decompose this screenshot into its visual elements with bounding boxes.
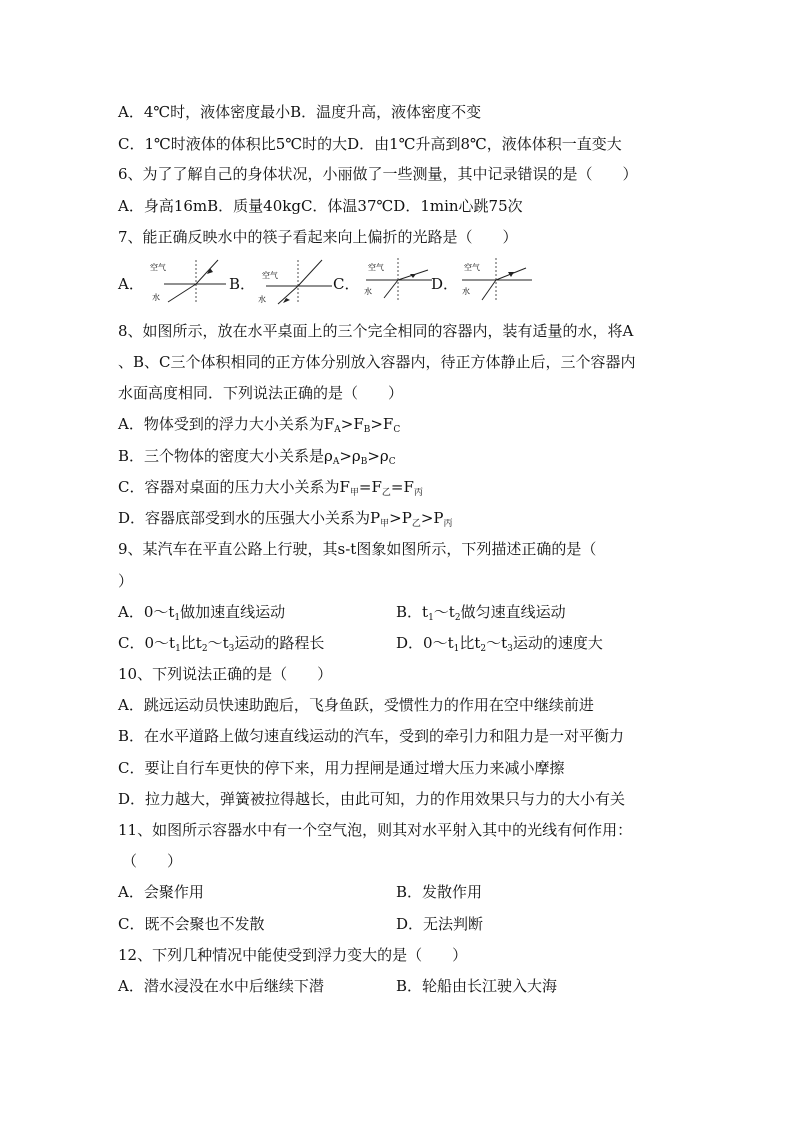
q11-option-a: A．会聚作用 <box>118 883 204 901</box>
q7-option-a-label: A． <box>118 275 144 293</box>
q12-option-b: B．轮船由长江驶入大海 <box>396 977 558 995</box>
q7-option-c-diagram <box>358 256 434 306</box>
ray-in-air <box>196 260 218 284</box>
q6-options: A．身高16mB．质量40kgC．体温37℃D．1min心跳75次 <box>118 197 523 215</box>
water-label: 水 <box>462 287 470 296</box>
air-label: 空气 <box>368 263 384 272</box>
ray-in-water <box>278 286 298 304</box>
q10-option-c: C．要让自行车更快的停下来，用力捏闸是通过增大压力来减小摩擦 <box>118 759 565 777</box>
air-label: 空气 <box>262 271 278 280</box>
air-label: 空气 <box>150 263 166 272</box>
q9-stem-line-1: 9、某汽车在平直公路上行驶，其s-t图象如图所示，下列描述正确的是（ <box>118 540 597 558</box>
ray-in-air <box>298 260 322 286</box>
q11-stem-line-2: （ ） <box>122 852 183 870</box>
q7-option-b-diagram <box>252 256 334 306</box>
q9-option-b: B．$t_1\sim t_2$做匀速直线运动 <box>396 603 566 623</box>
q8-option-d: D．容器底部受到水的压强大小关系为$P_甲>P_乙>P_丙$ <box>118 509 453 529</box>
q11-option-b: B．发散作用 <box>396 883 483 901</box>
water-label: 水 <box>258 295 266 304</box>
ray-in-water <box>168 284 196 302</box>
q5-option-c-d: C．1℃时液体的体积比5℃时的大D．由1℃升高到8℃，液体体积一直变大 <box>118 135 622 153</box>
q7-option-c-label: C． <box>333 275 360 293</box>
water-label: 水 <box>152 293 160 302</box>
q10-option-d: D．拉力越大，弹簧被拉得越长，由此可知，力的作用效果只与力的大小有关 <box>118 790 626 808</box>
q8-stem-line-1: 8、如图所示，放在水平桌面上的三个完全相同的容器内，装有适量的水，将A <box>118 322 634 340</box>
q9-option-d: D．$0\sim t_1$比$t_2\sim t_3$运动的速度大 <box>396 634 603 654</box>
q6-stem: 6、为了了解自己的身体状况，小丽做了一些测量，其中记录错误的是（ ） <box>118 165 638 183</box>
q7-option-a-diagram <box>146 256 228 306</box>
water-label: 水 <box>364 287 372 296</box>
q8-option-a: A．物体受到的浮力大小关系为$F_A>F_B>F_C$ <box>118 415 401 435</box>
q10-option-b: B．在水平道路上做匀速直线运动的汽车，受到的牵引力和阻力是一对平衡力 <box>118 727 625 745</box>
q7-option-d-label: D． <box>431 275 459 293</box>
q9-option-c: C．$0\sim t_1$比$t_2\sim t_3$运动的路程长 <box>118 634 325 654</box>
q10-option-a: A．跳远运动员快速助跑后，飞身鱼跃，受惯性力的作用在空中继续前进 <box>118 696 594 714</box>
q8-stem-line-2: 、B、C三个体积相同的正方体分别放入容器内，待正方体静止后，三个容器内 <box>118 353 636 371</box>
q7-option-d-diagram <box>458 256 534 306</box>
q11-option-c: C．既不会聚也不发散 <box>118 915 265 933</box>
q12-option-a: A．潜水浸没在水中后继续下潜 <box>118 977 324 995</box>
q9-option-a: A．$0\sim t_1$做加速直线运动 <box>118 603 286 623</box>
air-label: 空气 <box>464 263 480 272</box>
q5-option-a-b: A．4℃时，液体密度最小B．温度升高，液体密度不变 <box>118 103 482 121</box>
ray-in-water <box>384 280 398 298</box>
q7-stem: 7、能正确反映水中的筷子看起来向上偏折的光路是（ ） <box>118 228 518 246</box>
q9-stem-line-2: ） <box>118 572 134 590</box>
q7-option-b-label: B． <box>229 275 256 293</box>
q12-stem: 12、下列几种情况中能使受到浮力变大的是（ ） <box>118 946 468 964</box>
q8-stem-line-3: 水面高度相同．下列说法正确的是（ ） <box>118 384 404 402</box>
q8-option-c: C．容器对桌面的压力大小关系为$F_甲=F_乙=F_丙$ <box>118 478 423 498</box>
q8-option-b: B．三个物体的密度大小关系是$\rho_A>\rho_B>\rho_C$ <box>118 447 396 467</box>
q10-stem: 10、下列说法正确的是（ ） <box>118 665 333 683</box>
q11-stem-line-1: 11、如图所示容器水中有一个空气泡，则其对水平射入其中的光线有何作用： <box>118 821 633 839</box>
ray-in-water <box>482 280 496 300</box>
q11-option-d: D．无法判断 <box>396 915 484 933</box>
